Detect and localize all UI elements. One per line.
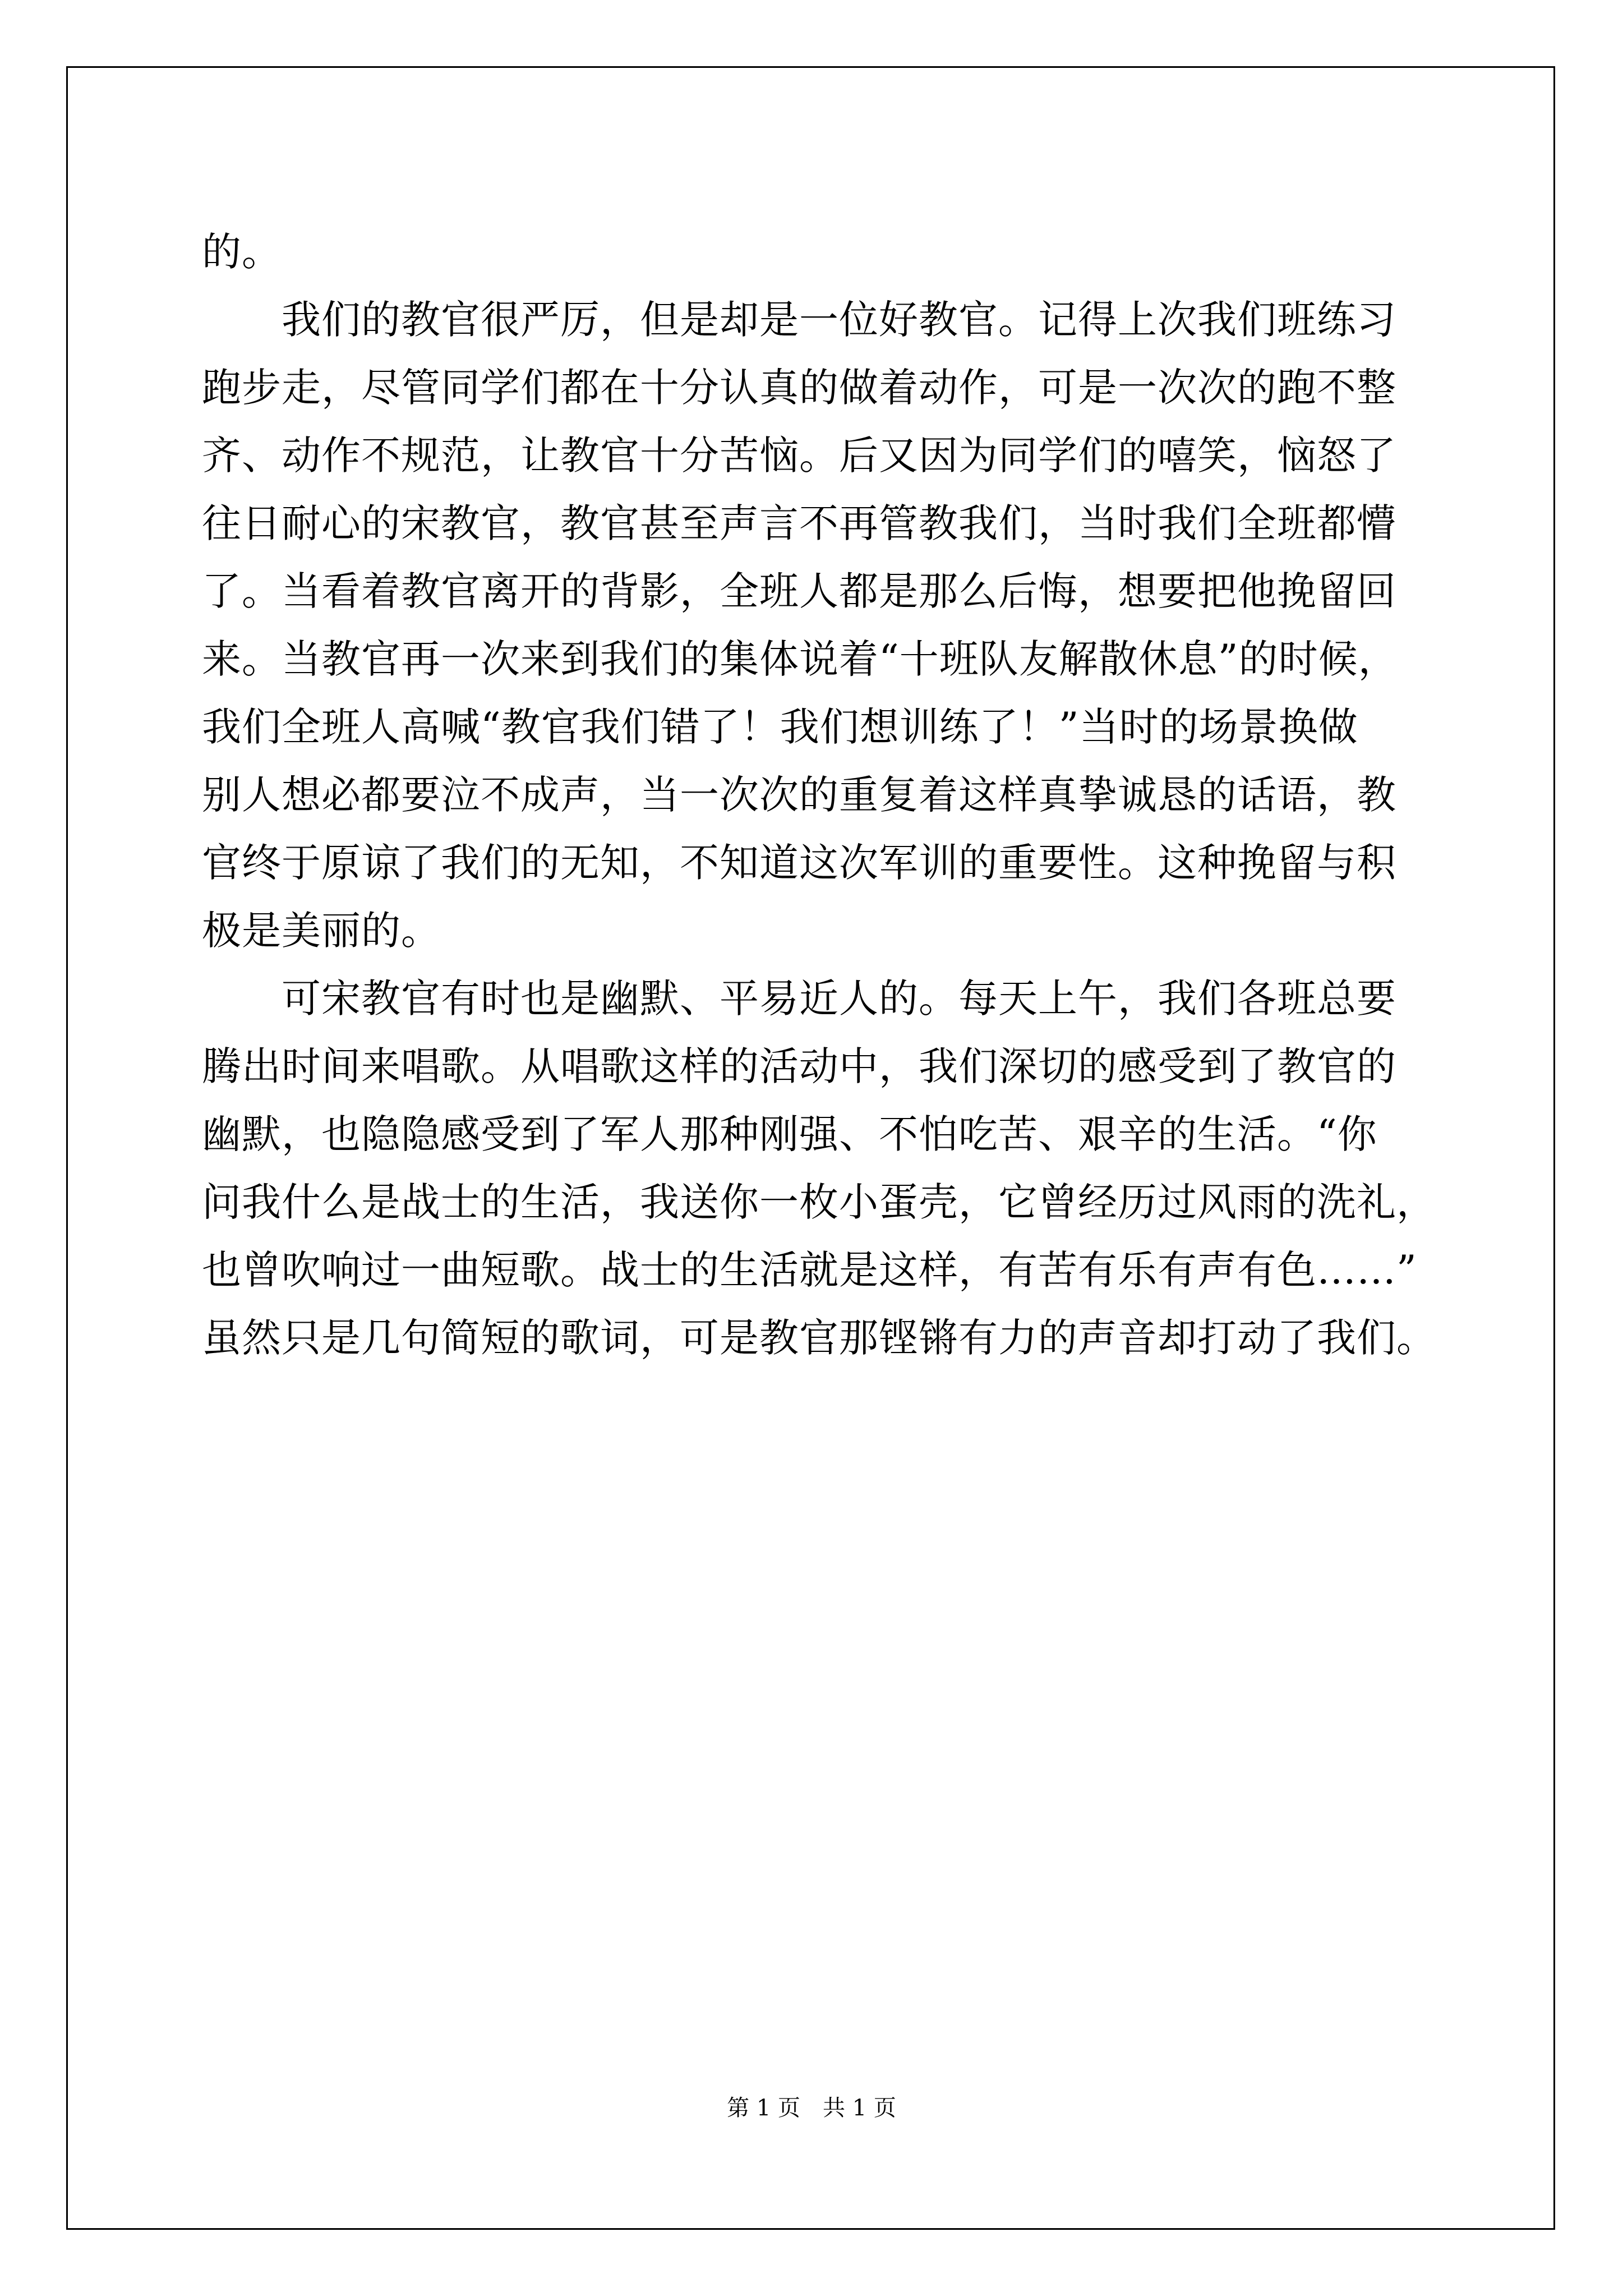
- text-line: 可宋教官有时也是幽默、平易近人的。每天上午，我们各班总要: [202, 976, 1396, 1022]
- text-line: 我们的教官很严厉，但是却是一位好教官。记得上次我们班练习: [202, 297, 1396, 343]
- text-line: 问我什么是战士的生活，我送你一枚小蛋壳，它曾经历过风雨的洗礼，: [202, 1179, 1436, 1225]
- text-line: 的。: [202, 229, 282, 275]
- text-line: 来。当教官再一次来到我们的集体说着“十班队友解散休息”的时候，: [202, 636, 1398, 682]
- text-line: 跑步走，尽管同学们都在十分认真的做着动作，可是一次次的跑不整: [202, 365, 1396, 411]
- text-line: 官终于原谅了我们的无知，不知道这次军训的重要性。这种挽留与积: [202, 840, 1396, 886]
- page-number-footer: 第 1 页 共 1 页: [727, 2095, 896, 2121]
- text-line: 往日耐心的宋教官，教官甚至声言不再管教我们，当时我们全班都懵: [202, 500, 1396, 546]
- text-line: 腾出时间来唱歌。从唱歌这样的活动中，我们深切的感受到了教官的: [202, 1043, 1396, 1089]
- text-line: 虽然只是几句简短的歌词，可是教官那铿锵有力的声音却打动了我们。: [202, 1315, 1436, 1361]
- text-line: 幽默，也隐隐感受到了军人那种刚强、不怕吃苦、艰辛的生活。“你: [202, 1111, 1377, 1157]
- text-line: 了。当看着教官离开的背影，全班人都是那么后悔，想要把他挽留回: [202, 568, 1396, 614]
- text-line: 我们全班人高喊“教官我们错了！我们想训练了！”当时的场景换做: [202, 704, 1358, 750]
- text-line: 齐、动作不规范，让教官十分苦恼。后又因为同学们的嘻笑，恼怒了: [202, 432, 1396, 478]
- text-line: 别人想必都要泣不成声，当一次次的重复着这样真挚诚恳的话语，教: [202, 772, 1396, 818]
- text-line: 极是美丽的。: [202, 908, 441, 954]
- text-line: 也曾吹响过一曲短歌。战士的生活就是这样，有苦有乐有声有色……”: [202, 1247, 1417, 1293]
